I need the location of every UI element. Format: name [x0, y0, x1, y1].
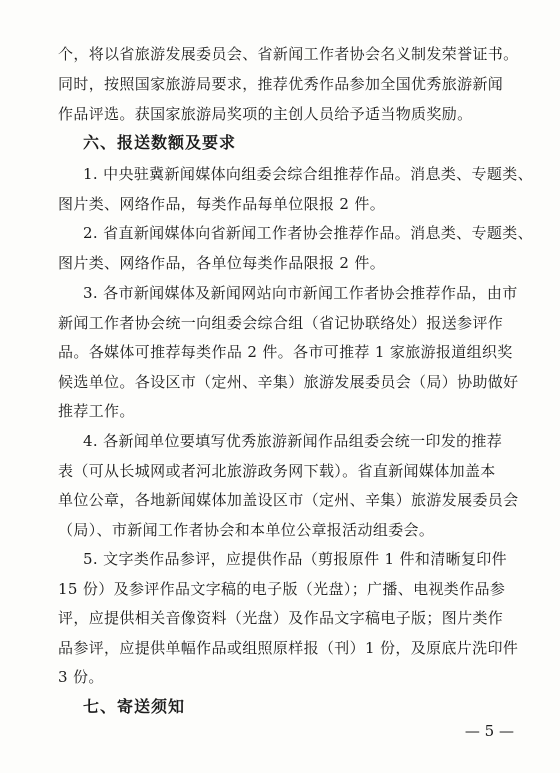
paragraph-line: 品。各媒体可推荐每类作品 2 件。各市可推荐 1 家旅游报道组织奖	[58, 343, 513, 361]
paragraph-line: 图片类、网络作品，各单位每类作品限报 2 件。	[58, 254, 386, 272]
paragraph-line: 品参评，应提供单幅作品或组照原样报（刊）1 份，及原底片洗印件	[58, 639, 519, 657]
paragraph-line: 15 份）及参评作品文字稿的电子版（光盘）；广播、电视类作品参	[58, 580, 506, 598]
paragraph-line: 新闻工作者协会统一向组委会综合组（省记协联络处）报送参评作	[58, 314, 504, 332]
paragraph-line: （局）、市新闻工作者协会和本单位公章报活动组委会。	[58, 521, 435, 539]
paragraph-line: 3 份。	[58, 668, 104, 686]
section-heading-7: 七、寄送须知	[83, 697, 186, 716]
section-heading-6: 六、报送数额及要求	[83, 133, 237, 152]
paragraph-line: 5. 文字类作品参评，应提供作品（剪报原件 1 件和清晰复印件	[83, 550, 508, 568]
paragraph-line: 作品评选。获国家旅游局奖项的主创人员给予适当物质奖励。	[58, 105, 473, 123]
paragraph-line: 图片类、网络作品，每类作品每单位限报 2 件。	[58, 195, 386, 213]
paragraph-line: 4. 各新闻单位要填写优秀旅游新闻作品组委会统一印发的推荐	[83, 432, 503, 450]
paragraph-line: 评，应提供相关音像资料（光盘）及作品文字稿电子版；图片类作	[58, 609, 504, 627]
paragraph-line: 1. 中央驻冀新闻媒体向组委会综合组推荐作品。消息类、专题类、	[83, 165, 533, 183]
paragraph-line: 表（可从长城网或者河北旅游政务网下载）。省直新闻媒体加盖本	[58, 462, 496, 480]
paragraph-line: 候选单位。各设区市（定州、辛集）旅游发展委员会（局）协助做好	[58, 373, 519, 391]
paragraph-line: 2. 省直新闻媒体向省新闻工作者协会推荐作品。消息类、专题类、	[83, 224, 533, 242]
page-number: — 5 —	[464, 722, 514, 740]
paragraph-line: 个，将以省旅游发展委员会、省新闻工作者协会名义制发荣誉证书。	[58, 45, 519, 63]
paragraph-line: 单位公章，各地新闻媒体加盖设区市（定州、辛集）旅游发展委员会	[58, 491, 519, 509]
paragraph-line: 推荐工作。	[58, 402, 135, 420]
paragraph-line: 3. 各市新闻媒体及新闻网站向市新闻工作者协会推荐作品，由市	[83, 284, 518, 302]
paragraph-line: 同时，按照国家旅游局要求，推荐优秀作品参加全国优秀旅游新闻	[58, 75, 504, 93]
